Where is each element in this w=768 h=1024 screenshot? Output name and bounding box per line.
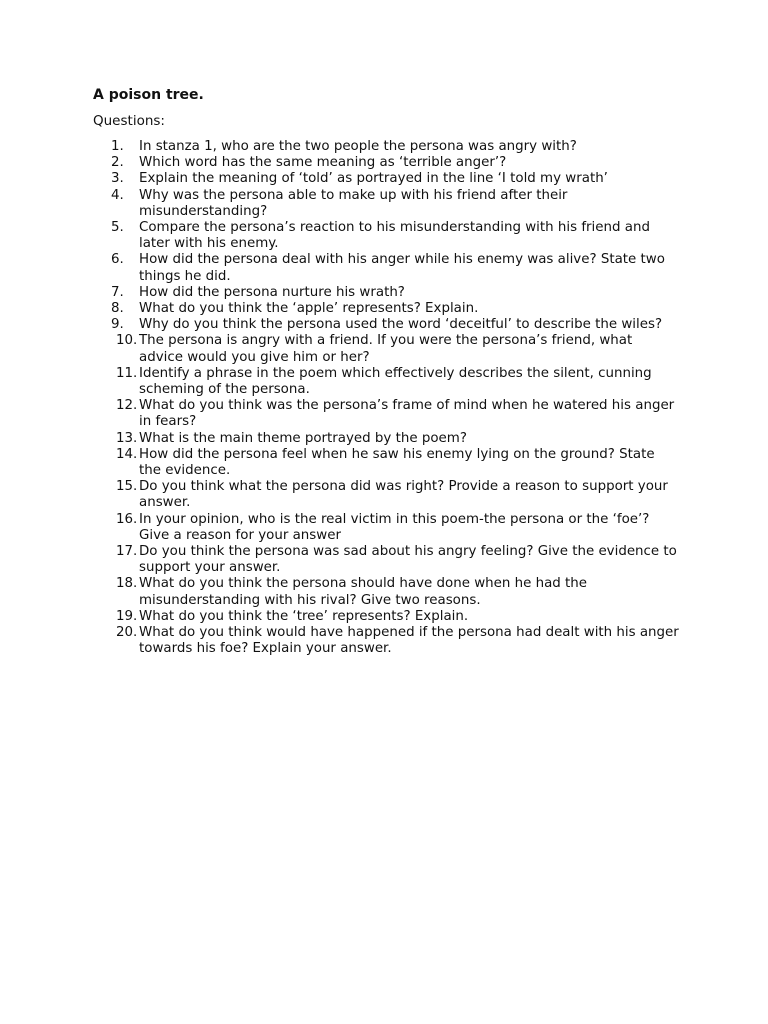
question-text: What do you think the ‘apple’ represents? Explain. (139, 301, 479, 317)
question-item (0, 576, 768, 608)
question-item (0, 512, 768, 544)
question-item (0, 285, 768, 301)
question-number: 14. (116, 446, 138, 462)
page-title: A poison tree. (93, 87, 204, 103)
question-item (0, 171, 768, 187)
question-item (0, 479, 768, 511)
question-item (0, 398, 768, 430)
question-item (0, 333, 768, 365)
question-text: Which word has the same meaning as ‘terrible anger’? (139, 155, 507, 171)
question-text: Explain the meaning of ‘told’ as portrayed in the line ‘I told my wrath’ (139, 171, 608, 187)
question-item (0, 625, 768, 657)
question-number: 15. (116, 479, 138, 495)
question-text: What do you think the ‘tree’ represents? Explain. (139, 608, 469, 624)
question-number: 20. (116, 625, 138, 641)
question-text: Identify a phrase in the poem which effectively describes the silent, cunning scheming of the persona. (139, 365, 652, 398)
question-item (0, 366, 768, 398)
question-item (0, 317, 768, 333)
question-number: 4. (111, 187, 124, 203)
question-item (0, 447, 768, 479)
question-item (0, 139, 768, 155)
question-item (0, 188, 768, 220)
question-item (0, 544, 768, 576)
question-number: 18. (116, 576, 138, 592)
question-item (0, 431, 768, 447)
question-number: 5. (111, 220, 124, 236)
question-text: How did the persona nurture his wrath? (139, 284, 405, 300)
question-text: The persona is angry with a friend. If you were the persona’s friend, what advice would you give him or her? (139, 333, 633, 365)
question-number: 3. (111, 171, 124, 187)
question-number: 2. (111, 155, 124, 171)
question-text: What do you think was the persona’s frame of mind when he watered his anger in fears? (139, 398, 675, 430)
question-number: 10. (116, 333, 138, 349)
question-item (0, 252, 768, 284)
question-text: How did the persona deal with his anger while his enemy was alive? State two things he did. (139, 252, 665, 284)
question-number: 19. (116, 608, 138, 624)
question-number: 8. (111, 301, 124, 317)
question-text: Do you think the persona was sad about his angry feeling? Give the evidence to support your answer. (139, 544, 677, 576)
question-number: 7. (111, 284, 124, 300)
questions-list (0, 139, 768, 658)
question-item (0, 155, 768, 171)
question-text: In stanza 1, who are the two people the persona was angry with? (139, 139, 577, 154)
question-number: 13. (116, 430, 138, 446)
question-number: 1. (111, 139, 124, 154)
question-text: How did the persona feel when he saw his enemy lying on the ground? State the evidence. (139, 446, 655, 479)
question-number: 11. (116, 365, 138, 381)
question-text: Do you think what the persona did was right? Provide a reason to support your answer. (139, 479, 668, 511)
question-text: What is the main theme portrayed by the poem? (139, 430, 467, 446)
question-number: 9. (111, 317, 124, 333)
question-item (0, 609, 768, 625)
question-text: Why was the persona able to make up with his friend after their misunderstanding? (139, 187, 568, 219)
question-text: Why do you think the persona used the word ‘deceitful’ to describe the wiles? (139, 317, 663, 333)
question-number: 12. (116, 398, 138, 414)
question-text: Compare the persona’s reaction to his misunderstanding with his friend and later with his enemy. (139, 220, 650, 252)
question-text: What do you think the persona should have done when he had the misunderstanding with his rival? Give two reasons. (139, 576, 588, 608)
question-number: 6. (111, 252, 124, 268)
question-text: What do you think would have happened if the persona had dealt with his anger towards his foe? Explain your answer. (139, 625, 679, 657)
question-number: 16. (116, 511, 138, 527)
questions-heading: Questions: (93, 113, 165, 129)
question-item (0, 220, 768, 252)
question-text: In your opinion, who is the real victim in this poem-the persona or the ‘foe’? Give a reason for your answer (139, 511, 650, 543)
question-number: 17. (116, 544, 138, 560)
question-item (0, 301, 768, 317)
